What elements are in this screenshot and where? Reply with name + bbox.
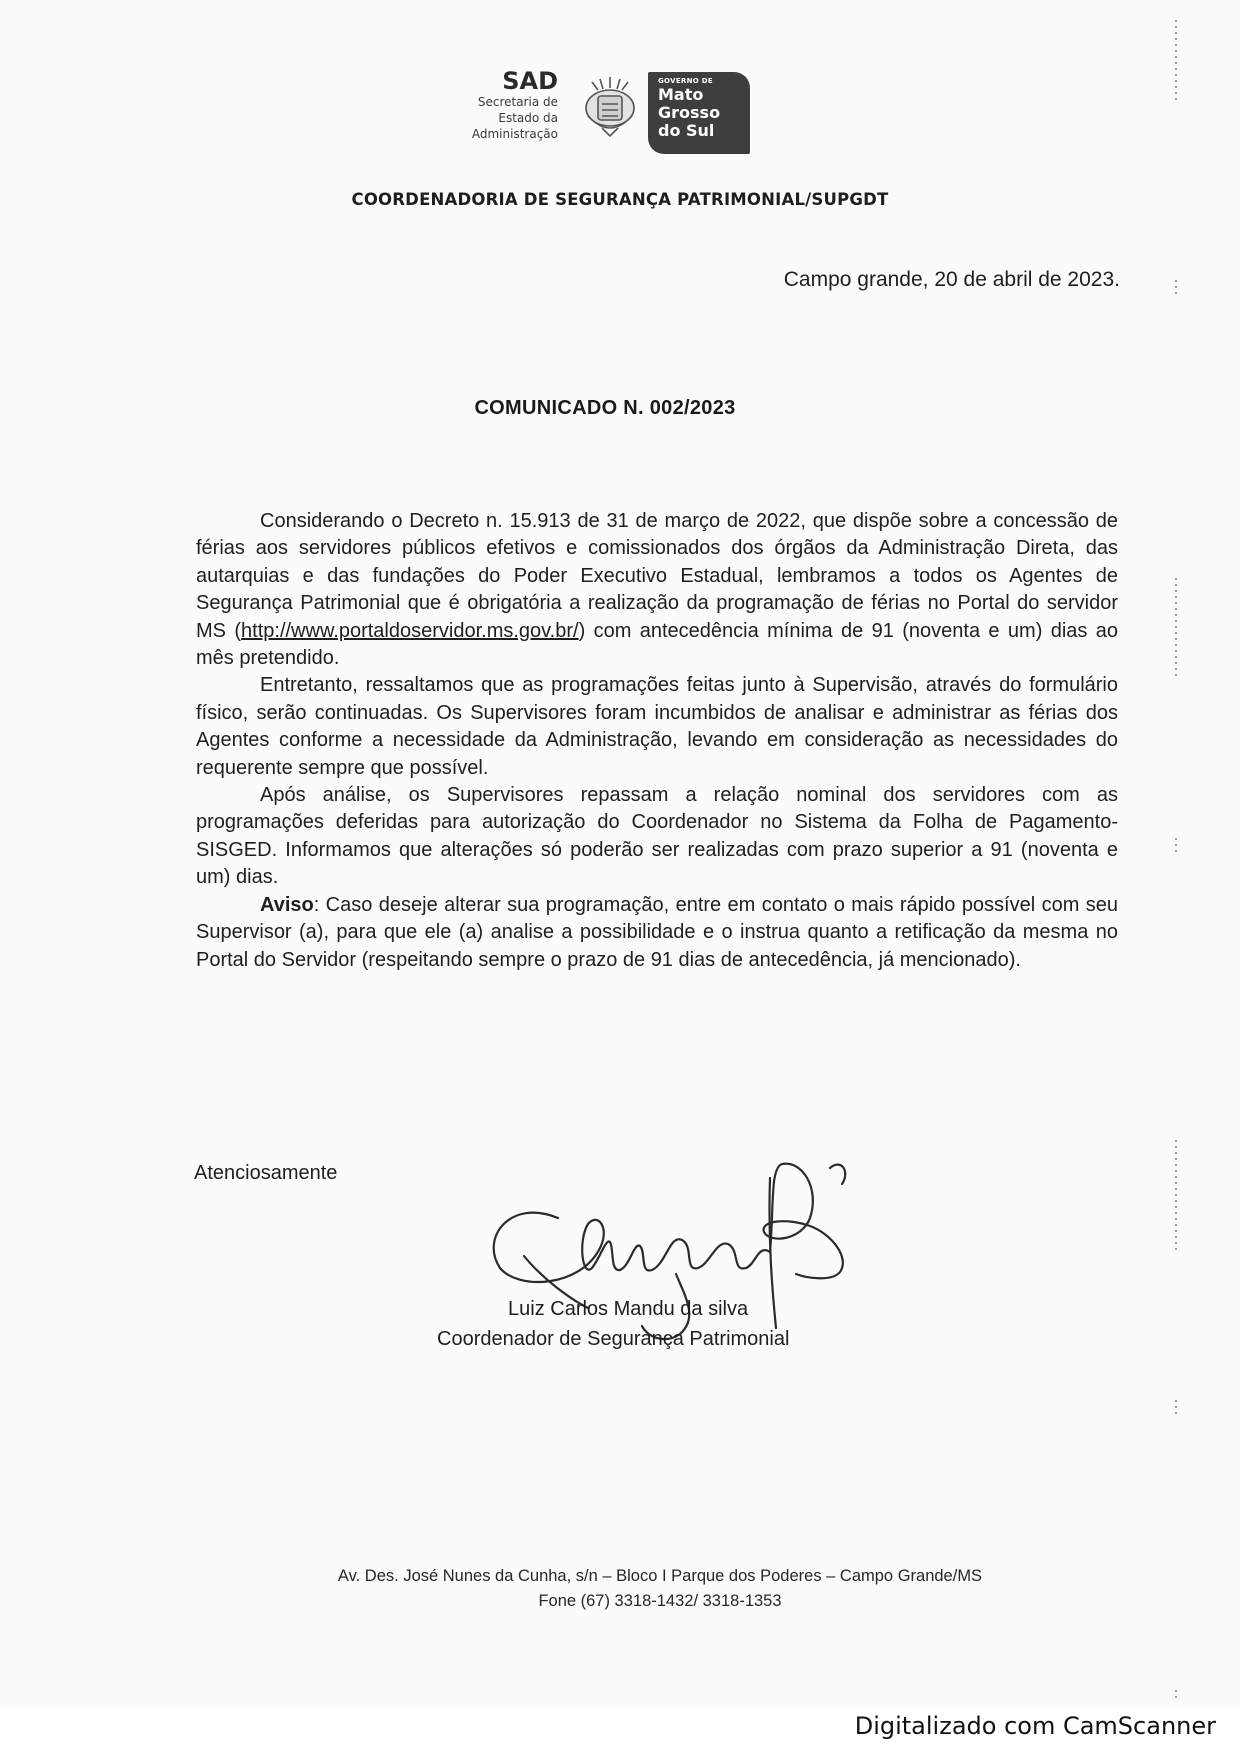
footer-address: Av. Des. José Nunes da Cunha, s/n – Bloco I Parque dos Poderes – Campo Grande/MS: [337, 1567, 983, 1585]
footer: [0, 1564, 1240, 1614]
notice-text: : Caso deseje alterar sua programação, entre em contato o mais rápido possível com seu Supervisor (a), para que ele (a) analise a possibilidade e o instrua quanto a retificação da mesma no Portal do Servidor (respeitando sempre o prazo de 91 dias de antecedência, já mencionado).: [196, 893, 1118, 971]
footer-phone: Fone (67) 3318-1432/ 3318-1353: [538, 1592, 782, 1610]
scan-edge-marks: [1160, 0, 1200, 1706]
paragraph-4: [196, 892, 1118, 974]
document-body: [196, 508, 1118, 974]
state-name-line-1: Mato: [658, 85, 704, 104]
paragraph-1-text: Considerando o Decreto n. 15.913 de 31 de março de 2022, que dispõe sobre a concessão de férias aos servidores públicos efetivos e comissionados dos órgãos da Administração Direta, das autarquias e das fundações do Poder Executivo Estadual, lembramos a todos os Agentes de Segurança Patrimonial que é obrigatória a realização da programação de férias no Portal do servidor MS (: [196, 510, 1118, 642]
gov-label: GOVERNO DE: [658, 77, 713, 85]
state-logo-box: [648, 72, 750, 154]
state-crest-icon: [580, 76, 640, 140]
paragraph-1-end: ) com antecedência mínima de 91 (noventa e um) dias ao mês pretendido.: [196, 619, 1119, 670]
department-heading: COORDENADORIA DE SEGURANÇA PATRIMONIAL/SUPGDT: [351, 190, 889, 209]
closing-salutation: Atenciosamente: [194, 1162, 338, 1184]
document-title: COMUNICADO N. 002/2023: [474, 397, 736, 419]
portal-link[interactable]: http://www.portaldoservidor.ms.gov.br/: [241, 619, 579, 642]
sad-acronym: SAD: [502, 67, 558, 95]
sad-logo: [440, 68, 558, 142]
sad-line-3: Administração: [471, 127, 558, 141]
document-date: Campo grande, 20 de abril de 2023.: [783, 268, 1120, 291]
state-name-line-2: Grosso: [658, 103, 721, 122]
signatory-name: Luiz Carlos Mandu da silva: [508, 1298, 749, 1320]
paragraph-1: [196, 508, 1118, 672]
state-name-line-3: do Sul: [658, 121, 715, 140]
notice-label: Aviso: [260, 893, 314, 916]
paragraph-3: Após análise, os Supervisores repassam a relação nominal dos servidores com as programações deferidas para autorização do Coordenador no Sistema da Folha de Pagamento- SISGED. Informamos que alterações só poderão ser realizadas com prazo superior a 91 (noventa e um) dias.: [196, 784, 1118, 889]
scanner-watermark: Digitalizado com CamScanner: [854, 1712, 1216, 1740]
paragraph-2: Entretanto, ressaltamos que as programações feitas junto à Supervisão, através do formulário físico, serão continuadas. Os Supervisores foram incumbidos de analisar e administrar as férias dos Agentes conforme a necessidade da Administração, levando em consideração as necessidades do requerente sempre que possível.: [196, 674, 1118, 779]
sad-line-1: Secretaria de: [477, 95, 558, 109]
sad-line-2: Estado da: [498, 111, 558, 125]
signatory-role: Coordenador de Segurança Patrimonial: [437, 1328, 790, 1350]
header-logos: [440, 68, 760, 160]
